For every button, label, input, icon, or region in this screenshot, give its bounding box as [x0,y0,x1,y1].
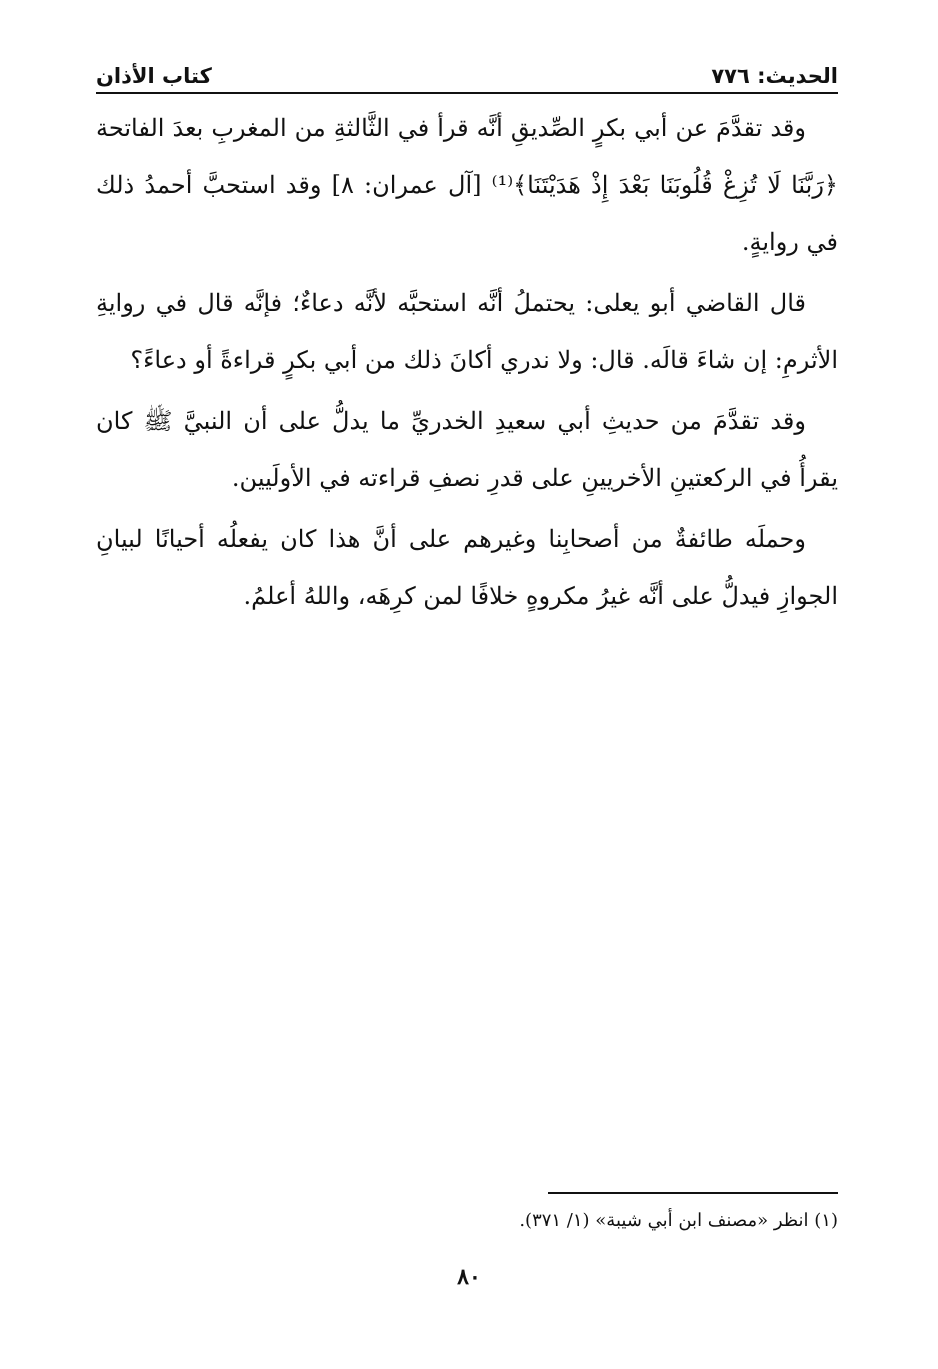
footnote-1: (١) انظر «مصنف ابن أبي شيبة» (١/ ٣٧١). [519,1210,838,1231]
page-number: ٨٠ [457,1264,481,1290]
paragraph-4: وحملَه طائفةٌ من أصحابِنا وغيرهم على أنَّ هذا كان يفعلُه أحيانًا لبيانِ الجوازِ فيدلُّ على أنَّه غيرُ مكروهٍ خلافًا لمن كرِهَه، واللهُ أعلمُ. [96,525,838,610]
footnote-separator [548,1192,838,1194]
paragraph-2: قال القاضي أبو يعلى: يحتملُ أنَّه استحبَّه لأنَّه دعاءٌ؛ فإنَّه قال في روايةِ الأثرمِ: إن شاءَ قالَه. قال: ولا ندري أكانَ ذلك من أبي بكرٍ قراءةً أو دعاءً؟ [96,289,838,374]
header-book-title: كتاب الأذان [96,64,212,88]
paragraph-3: وقد تقدَّمَ من حديثِ أبي سعيدِ الخدريِّ ما يدلُّ على أن النبيَّ ﷺ كان يقرأُ في الركعتينِ الأخريينِ على قدرِ نصفِ قراءته في الأولَيين. [96,407,838,492]
paragraph-1: وقد تقدَّمَ عن أبي بكرٍ الصِّديقِ أنَّه قرأ في الثَّالثةِ من المغربِ بعدَ الفاتحة ﴿رَبَّنَا لَا تُزِغْ قُلُوبَنَا بَعْدَ إِذْ هَدَيْتَنَا﴾⁽¹⁾ [آل عمران: ٨] وقد استحبَّ أحمدُ ذلك في روايةٍ. [96,114,838,256]
running-header [96,52,838,94]
header-hadith-number: الحديث: ٧٧٦ [711,64,838,88]
main-text [96,100,838,629]
